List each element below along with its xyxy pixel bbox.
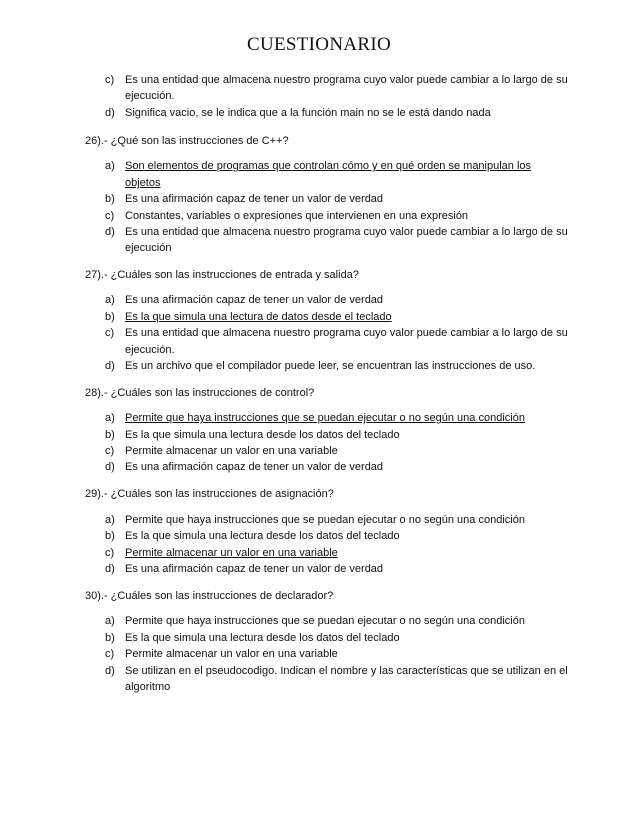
option-label: b) bbox=[105, 530, 115, 542]
option-text: ejecución. bbox=[125, 90, 175, 102]
question-29: 29).- ¿Cuáles son las instrucciones de asignación? bbox=[85, 488, 334, 500]
option-text: Es una entidad que almacena nuestro programa cuyo valor puede cambiar a lo largo de su bbox=[125, 327, 568, 339]
option-text: ejecución bbox=[125, 242, 172, 254]
option-text: Es un archivo que el compilador puede leer, se encuentran las instrucciones de uso. bbox=[125, 360, 536, 372]
option-label: d) bbox=[105, 665, 115, 677]
option-text: Es una afirmación capaz de tener un valor de verdad bbox=[125, 193, 384, 205]
option-label: d) bbox=[105, 563, 115, 575]
option-text: Es una entidad que almacena nuestro programa cuyo valor puede cambiar a lo largo de su bbox=[125, 226, 568, 238]
answer-selected: Permite que haya instrucciones que se puedan ejecutar o no según una condición bbox=[125, 412, 525, 424]
option-label: b) bbox=[105, 311, 115, 323]
option-label: b) bbox=[105, 193, 115, 205]
answer-selected: Permite almacenar un valor en una variable bbox=[125, 547, 338, 559]
option-text: algoritmo bbox=[125, 681, 171, 693]
option-label: c) bbox=[105, 445, 115, 457]
answer-selected: objetos bbox=[125, 177, 161, 189]
option-text: Es la que simula una lectura desde los datos del teclado bbox=[125, 429, 400, 441]
page-title: CUESTIONARIO bbox=[247, 34, 391, 55]
option-text: Permite que haya instrucciones que se puedan ejecutar o no según una condición bbox=[125, 514, 525, 526]
option-text: Es una afirmación capaz de tener un valor de verdad bbox=[125, 294, 384, 306]
option-label: c) bbox=[105, 74, 115, 86]
option-label: d) bbox=[105, 107, 115, 119]
question-26: 26).- ¿Qué son las instrucciones de C++? bbox=[85, 135, 289, 147]
option-text: Es una afirmación capaz de tener un valor de verdad bbox=[125, 563, 384, 575]
option-text: Constantes, variables o expresiones que intervienen en una expresión bbox=[125, 210, 469, 222]
question-28: 28).- ¿Cuáles son las instrucciones de control? bbox=[85, 387, 315, 399]
option-text: Es la que simula una lectura desde los datos del teclado bbox=[125, 530, 400, 542]
option-label: a) bbox=[105, 160, 115, 172]
option-label: a) bbox=[105, 412, 115, 424]
option-label: a) bbox=[105, 615, 115, 627]
option-label: c) bbox=[105, 327, 115, 339]
option-label: d) bbox=[105, 226, 115, 238]
option-label: c) bbox=[105, 210, 115, 222]
answer-selected: Es la que simula una lectura de datos desde el teclado bbox=[125, 311, 392, 323]
option-label: c) bbox=[105, 547, 115, 559]
option-label: b) bbox=[105, 632, 115, 644]
answer-selected: Son elementos de programas que controlan cómo y en qué orden se manipulan los bbox=[125, 160, 532, 172]
option-label: d) bbox=[105, 360, 115, 372]
question-27: 27).- ¿Cuáles son las instrucciones de entrada y salida? bbox=[85, 269, 359, 281]
option-text: Permite que haya instrucciones que se puedan ejecutar o no según una condición bbox=[125, 615, 525, 627]
question-30: 30).- ¿Cuáles son las instrucciones de declarador? bbox=[85, 590, 334, 602]
option-text: Es la que simula una lectura desde los datos del teclado bbox=[125, 632, 400, 644]
option-label: c) bbox=[105, 648, 115, 660]
option-text: Permite almacenar un valor en una variable bbox=[125, 445, 338, 457]
option-text: Es una entidad que almacena nuestro programa cuyo valor puede cambiar a lo largo de su bbox=[125, 74, 568, 86]
option-text: Permite almacenar un valor en una variable bbox=[125, 648, 338, 660]
option-label: a) bbox=[105, 514, 115, 526]
option-text: ejecución. bbox=[125, 344, 175, 356]
option-label: d) bbox=[105, 461, 115, 473]
option-label: a) bbox=[105, 294, 115, 306]
option-text: Se utilizan en el pseudocodigo. Indican el nombre y las características que se utilizan en el bbox=[125, 665, 568, 677]
option-text: Significa vacio, se le indica que a la función main no se le está dando nada bbox=[125, 107, 491, 119]
option-text: Es una afirmación capaz de tener un valor de verdad bbox=[125, 461, 384, 473]
option-label: b) bbox=[105, 429, 115, 441]
